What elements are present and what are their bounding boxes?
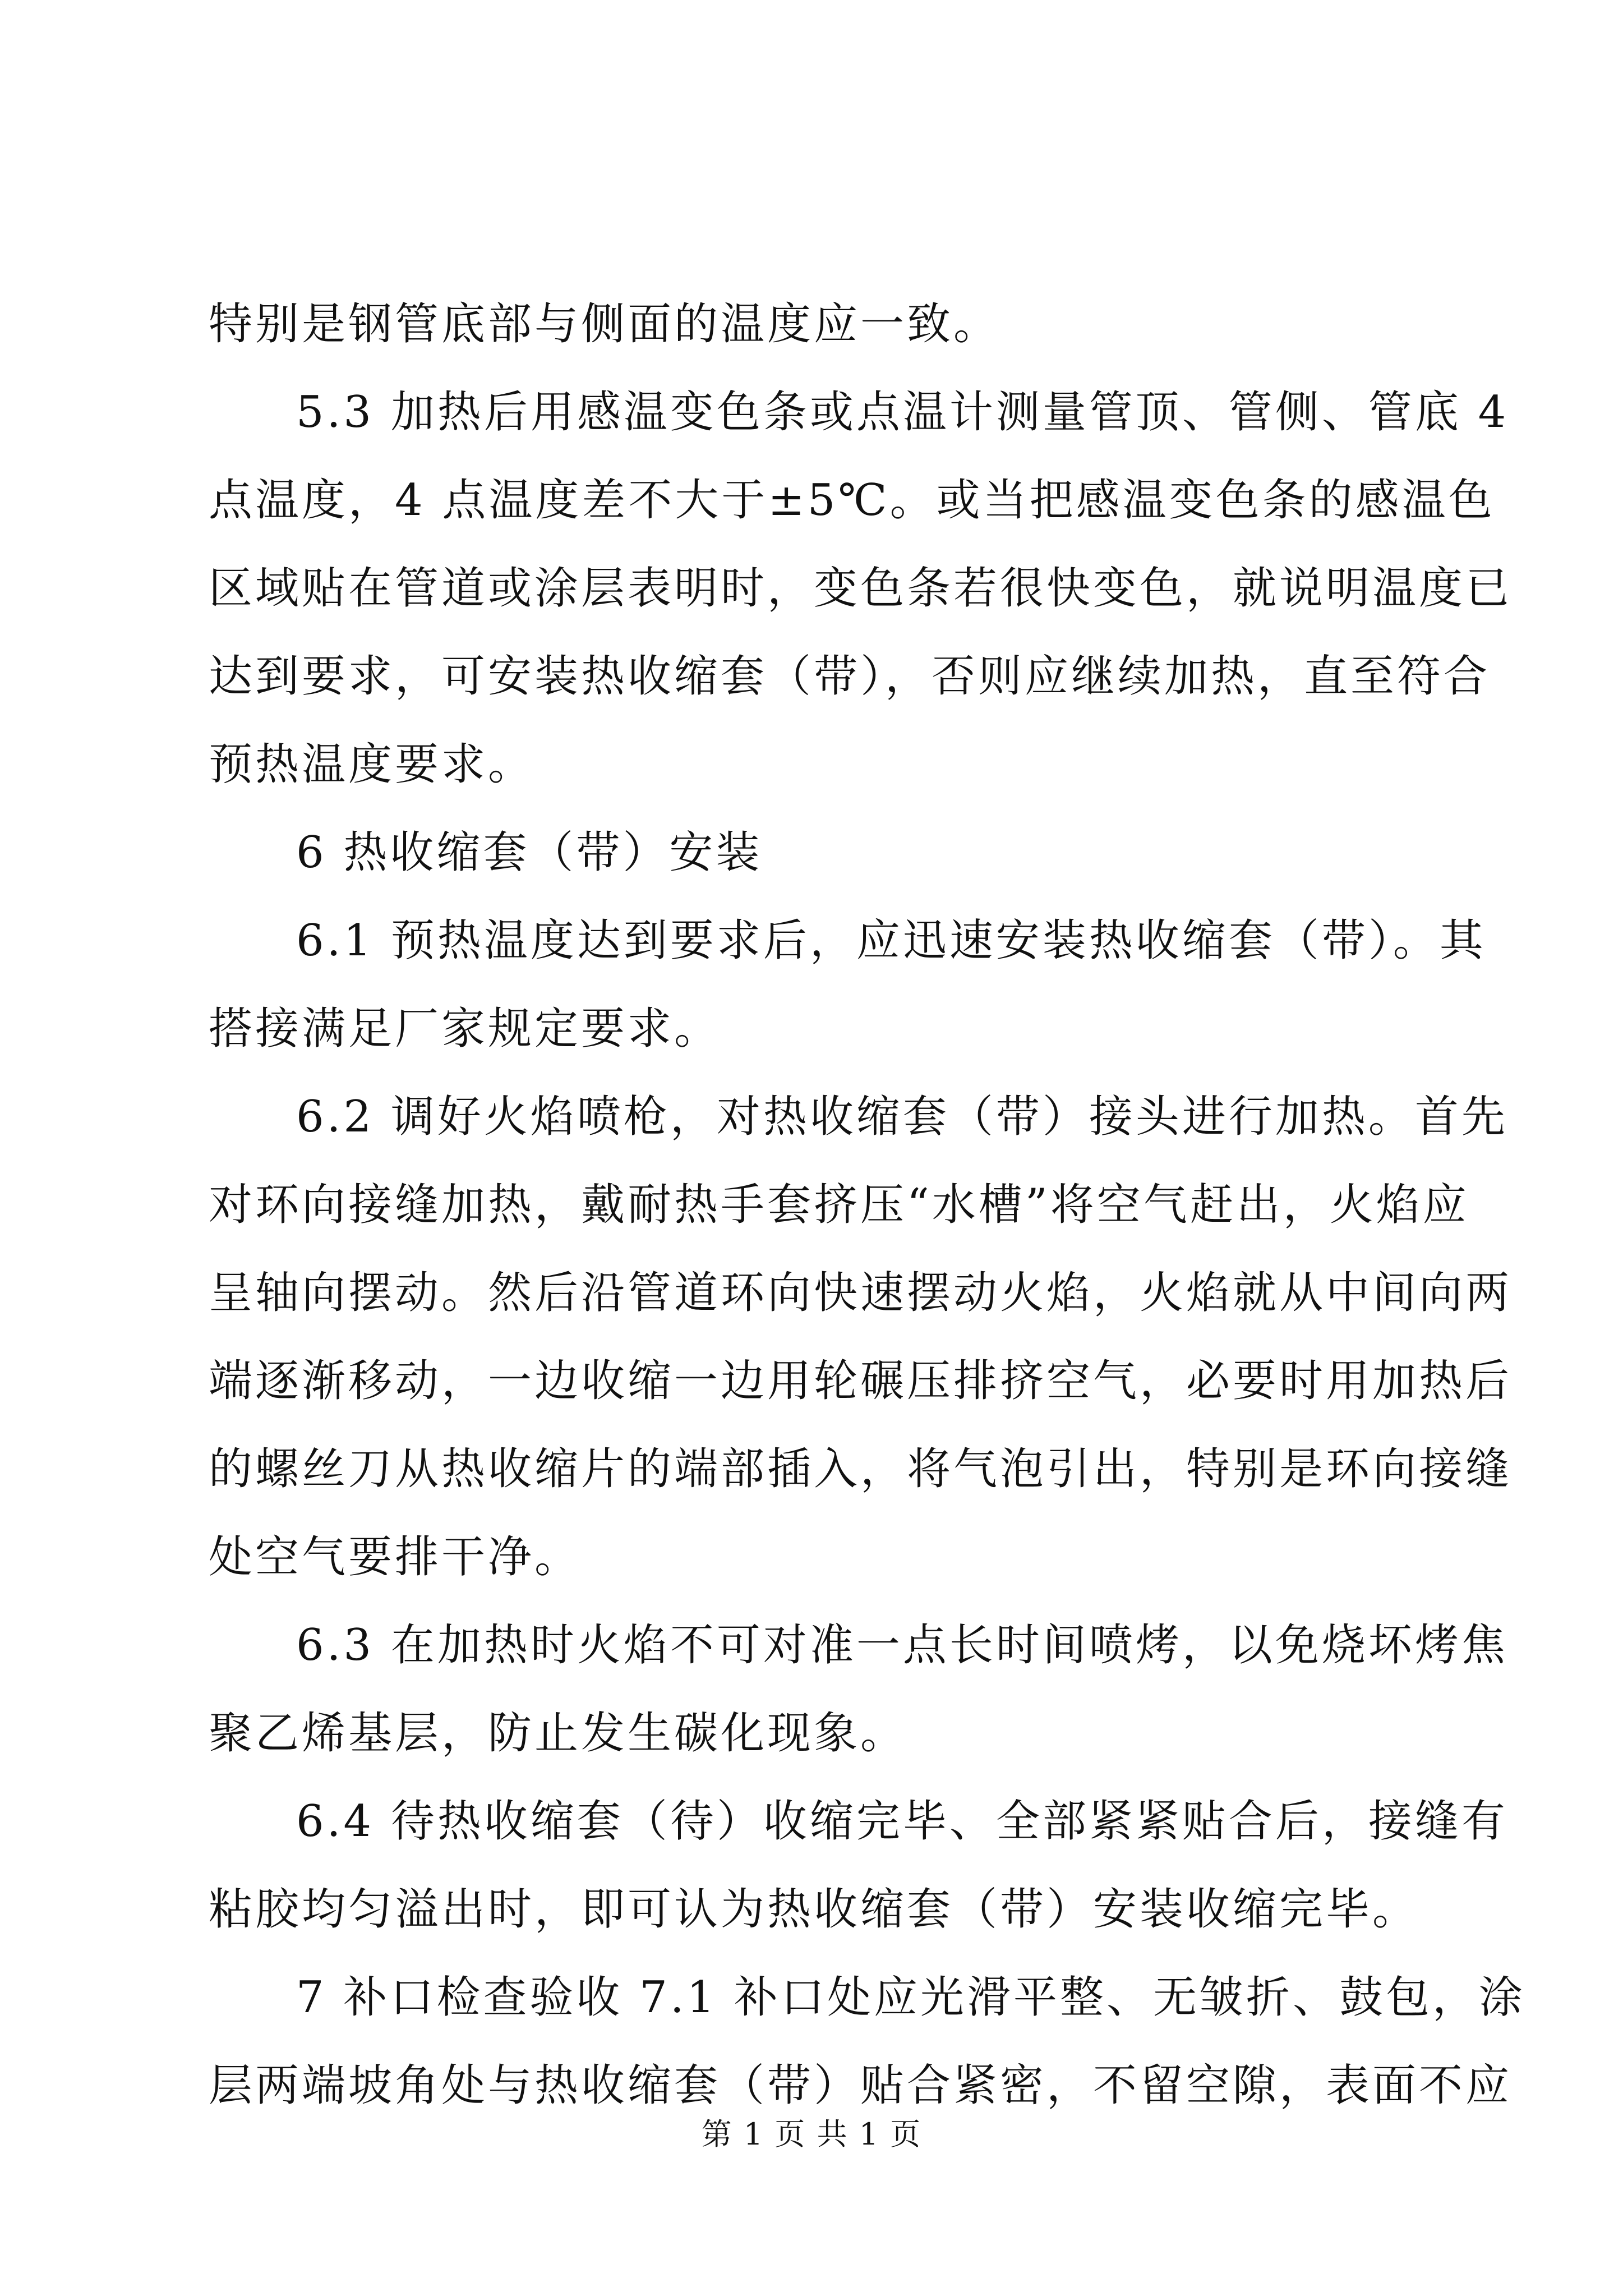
text-line: 6.2 调好火焰喷枪，对热收缩套（带）接头进行加热。首先 xyxy=(296,1092,1508,1142)
text-line: 6.3 在加热时火焰不可对准一点长时间喷烤，以免烧坏烤焦 xyxy=(296,1620,1508,1671)
text-line: 呈轴向摆动。然后沿管道环向快速摆动火焰，火焰就从中间向两 xyxy=(209,1268,1513,1318)
text-line: 点温度，4 点温度差不大于±5℃。或当把感温变色条的感温色 xyxy=(209,475,1495,526)
text-line: 对环向接缝加热，戴耐热手套挤压“水槽”将空气赶出，火焰应 xyxy=(209,1180,1469,1230)
text-line: 达到要求，可安装热收缩套（带），否则应继续加热，直至符合 xyxy=(209,651,1491,702)
page-footer: 第 1 页 共 1 页 xyxy=(701,2116,922,2152)
text-line: 粘胶均匀溢出时，即可认为热收缩套（带）安装收缩完毕。 xyxy=(209,1884,1419,1935)
text-line: 处空气要排干净。 xyxy=(209,1532,582,1582)
text-line: 5.3 加热后用感温变色条或点温计测量管顶、管侧、管底 4 xyxy=(296,387,1509,438)
text-line: 聚乙烯基层，防止发生碳化现象。 xyxy=(209,1708,907,1759)
document-body xyxy=(209,280,1526,2130)
text-line: 6.1 预热温度达到要求后，应迅速安装热收缩套（带）。其 xyxy=(296,915,1486,966)
text-line: 层两端坡角处与热收缩套（带）贴合紧密，不留空隙，表面不应 xyxy=(209,2060,1513,2111)
text-line: 6.4 待热收缩套（待）收缩完毕、全部紧紧贴合后，接缝有 xyxy=(296,1796,1508,1847)
text-line: 搭接满足厂家规定要求。 xyxy=(209,1004,721,1054)
section-heading: 6 热收缩套（带）安装 xyxy=(296,827,763,878)
text-line: 特别是钢管底部与侧面的温度应一致。 xyxy=(209,299,1000,349)
text-line: 的螺丝刀从热收缩片的端部插入，将气泡引出，特别是环向接缝 xyxy=(209,1444,1513,1494)
text-line: 端逐渐移动，一边收缩一边用轮碾压排挤空气，必要时用加热后 xyxy=(209,1356,1513,1406)
text-line: 预热温度要求。 xyxy=(209,739,535,790)
text-line: 7 补口检查验收 7.1 补口处应光滑平整、无皱折、鼓包，涂 xyxy=(296,1972,1526,2023)
text-line: 区域贴在管道或涂层表明时，变色条若很快变色，就说明温度已 xyxy=(209,563,1513,614)
